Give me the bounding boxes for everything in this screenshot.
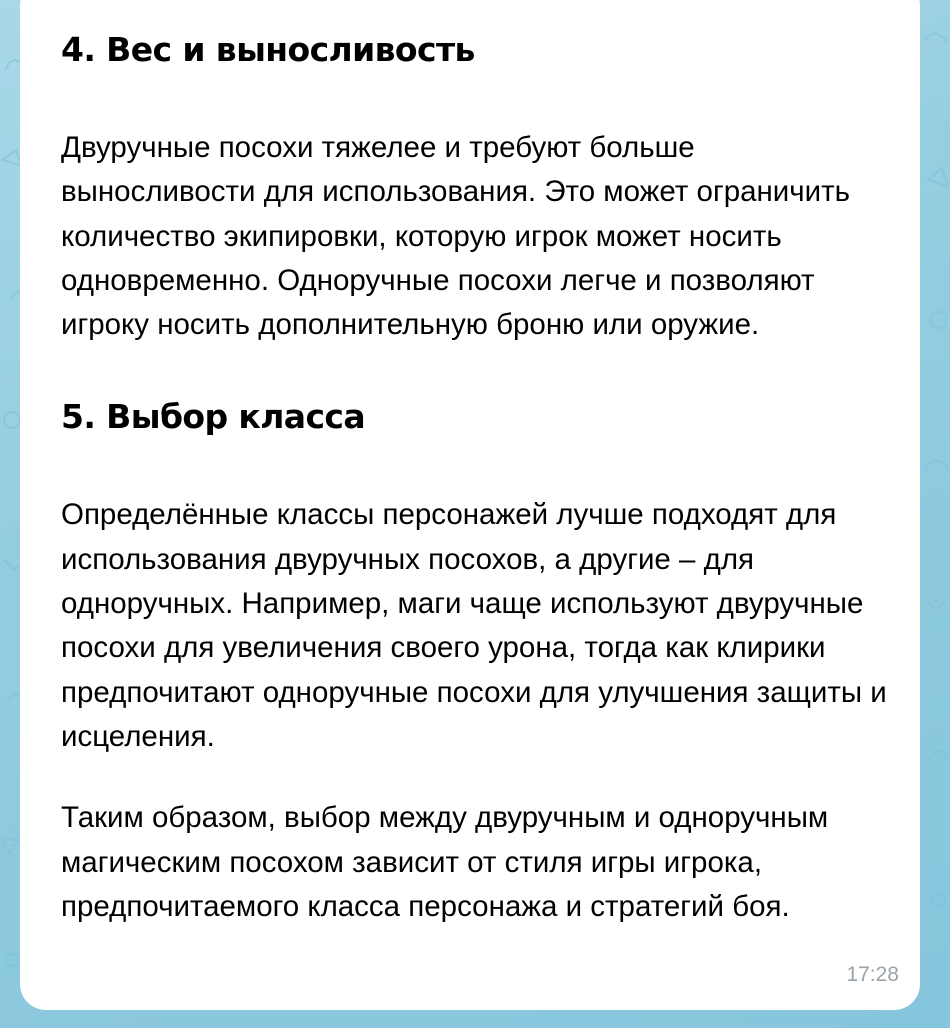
section-heading-class-choice: 5. Выбор класса [61,397,366,437]
message-paragraph: Таким образом, выбор между двуручным и одноручным магическим посохом зависит от стиля игры игрока, предпочитаемого класса персонажа и стратегий боя. [61,801,829,923]
message-paragraph: Определённые классы персонажей лучше подходят для использования двуручных посохов, а другие – для одноручных. Например, маги чаще используют двуручные посохи для увеличения своего урона, тогда как клирики предпочитают одноручные посохи для улучшения защиты и исцеления. [61,498,887,753]
message-timestamp: 17:28 [846,963,899,986]
message-paragraph: Двуручные посохи тяжелее и требуют больше выносливости для использования. Это может ограничить количество экипировки, которую игрок может носить одновременно. Одноручные посохи легче и позволяют игроку носить дополнительную броню или оружие. [61,131,851,342]
section-heading-weight-stamina: 4. Вес и выносливость [61,30,475,69]
message-bubble[interactable] [20,0,920,1010]
